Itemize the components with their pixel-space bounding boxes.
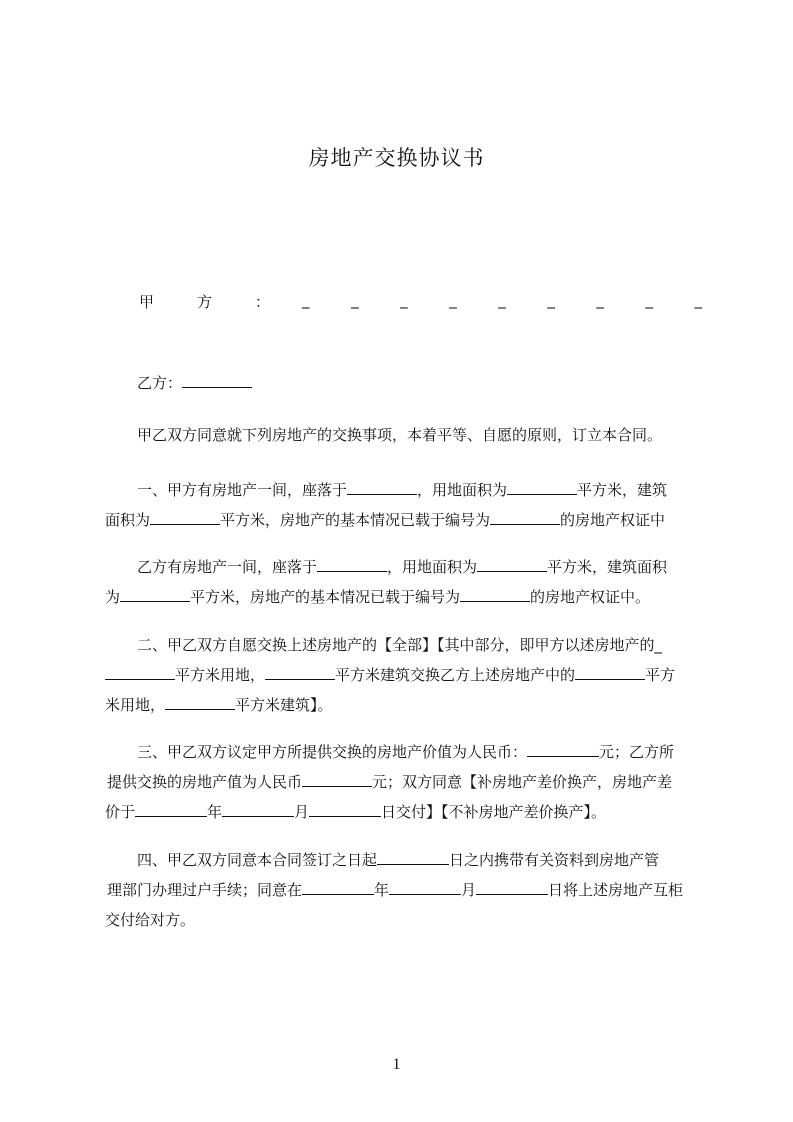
party-a-colon: ： bbox=[255, 293, 271, 311]
clause-line bbox=[105, 845, 701, 875]
party-b-line bbox=[137, 372, 252, 393]
clause-1-party-a bbox=[105, 475, 701, 535]
clause-text: 乙方有房地产一间，座落于 bbox=[137, 558, 318, 576]
blank-mark: _ bbox=[547, 291, 555, 309]
blank-field bbox=[302, 880, 374, 895]
blank-field bbox=[120, 587, 190, 602]
blank-mark: _ bbox=[302, 291, 310, 309]
clause-text: 平方米，建筑面积 bbox=[547, 558, 668, 576]
clause-2 bbox=[105, 630, 701, 720]
intro-paragraph bbox=[137, 420, 707, 450]
blank-field bbox=[477, 557, 547, 572]
blank-field bbox=[165, 695, 235, 710]
clause-line bbox=[105, 875, 701, 905]
clause-text: 平方米，建筑 bbox=[577, 481, 668, 499]
clause-line bbox=[105, 797, 701, 827]
clause-text: 价于 bbox=[105, 803, 136, 821]
clause-text: 月 bbox=[294, 803, 310, 821]
blank-field bbox=[460, 587, 530, 602]
clause-text: 年 bbox=[207, 803, 223, 821]
clause-text: 元；乙方所 bbox=[599, 743, 675, 761]
clause-text: 米用地， bbox=[105, 696, 166, 714]
clause-line: 交付给对方。 bbox=[105, 911, 196, 929]
clause-text: 日之内携带有关资料到房地产管 bbox=[449, 851, 660, 869]
clause-text: 平方米建筑交换乙方上述房地产中的 bbox=[335, 666, 576, 684]
clause-line bbox=[105, 737, 701, 767]
clause-text: 面积为 bbox=[105, 511, 151, 529]
clause-line bbox=[105, 552, 701, 582]
blank-mark: _ bbox=[498, 291, 506, 309]
intro-text: 甲乙双方同意就下列房地产的交换事项，本着平等、自愿的原则，订立本合同。 bbox=[137, 426, 663, 444]
clause-text: 平方米，房地产的基本情况已载于编号为 bbox=[220, 511, 491, 529]
blank-field bbox=[575, 665, 645, 680]
blank-field bbox=[476, 880, 548, 895]
clause-text: 年 bbox=[374, 881, 390, 899]
blank-field bbox=[527, 742, 599, 757]
clause-text: 一、甲方有房地产一间，座落于 bbox=[137, 481, 348, 499]
blank-field bbox=[222, 802, 294, 817]
blank-field bbox=[347, 480, 417, 495]
blank-field bbox=[309, 802, 381, 817]
blank-field bbox=[507, 480, 577, 495]
blank-mark: _ bbox=[400, 291, 408, 309]
clause-text: ，用地面积为 bbox=[387, 558, 478, 576]
clause-text: 理部门办理过户手续；同意在 bbox=[107, 881, 303, 899]
clause-4 bbox=[105, 845, 701, 935]
clause-text: 平方米建筑】。 bbox=[235, 696, 333, 714]
blank-field bbox=[150, 510, 220, 525]
clause-text: 日将上述房地产互柜 bbox=[548, 881, 684, 899]
blank-field bbox=[389, 880, 461, 895]
blank-field bbox=[135, 802, 207, 817]
clause-3 bbox=[105, 737, 701, 827]
clause-line bbox=[105, 475, 701, 505]
clause-text: 平方 bbox=[645, 666, 676, 684]
clause-line bbox=[105, 505, 701, 535]
page-number: 1 bbox=[392, 1056, 401, 1073]
blank-mark: _ bbox=[694, 291, 702, 309]
party-b-label: 乙方： bbox=[137, 374, 183, 392]
clause-text: 的房地产权证中。 bbox=[530, 588, 651, 606]
blank-mark: _ bbox=[351, 291, 359, 309]
clause-text: 四、甲乙双方同意本合同签订之日起 bbox=[137, 851, 378, 869]
clause-text: ，用地面积为 bbox=[417, 481, 508, 499]
clause-text: 元；双方同意【补房地产差价换产，房地产差 bbox=[372, 773, 673, 791]
blank-field bbox=[377, 850, 449, 865]
clause-text: 为 bbox=[105, 588, 121, 606]
party-b-blank-field bbox=[182, 373, 252, 388]
blank-field bbox=[490, 510, 560, 525]
blank-mark: _ bbox=[596, 291, 604, 309]
clause-text: 平方米，房地产的基本情况已载于编号为 bbox=[190, 588, 461, 606]
blank-field bbox=[265, 665, 335, 680]
clause-text: 三、甲乙双方议定甲方所提供交换的房地产价值为人民币： bbox=[137, 743, 528, 761]
document-title: 房地产交换协议书 bbox=[308, 146, 485, 170]
clause-line bbox=[105, 582, 701, 612]
blank-mark: _ bbox=[645, 291, 653, 309]
clause-line bbox=[105, 660, 701, 690]
clause-text: 平方米用地， bbox=[175, 666, 266, 684]
party-a-label-2: 方 bbox=[197, 293, 213, 311]
blank-field bbox=[302, 772, 372, 787]
party-a-label-1: 甲 bbox=[139, 293, 155, 311]
blank-field bbox=[105, 665, 175, 680]
clause-text: 日交付】【不补房地产差价换产】。 bbox=[381, 803, 607, 821]
party-a-line bbox=[137, 291, 702, 313]
blank-field bbox=[317, 557, 387, 572]
clause-text: 月 bbox=[461, 881, 477, 899]
clause-line bbox=[105, 690, 701, 720]
clause-text: 提供交换的房地产值为人民币 bbox=[107, 773, 303, 791]
party-a-blank-field bbox=[302, 291, 702, 309]
clause-line: 二、甲乙双方自愿交换上述房地产的【全部】【其中部分，即甲方以述房地产的_ bbox=[137, 636, 663, 654]
clause-text: 的房地产权证中 bbox=[560, 511, 666, 529]
clause-1-party-b bbox=[105, 552, 701, 612]
blank-mark: _ bbox=[449, 291, 457, 309]
clause-line bbox=[105, 767, 701, 797]
